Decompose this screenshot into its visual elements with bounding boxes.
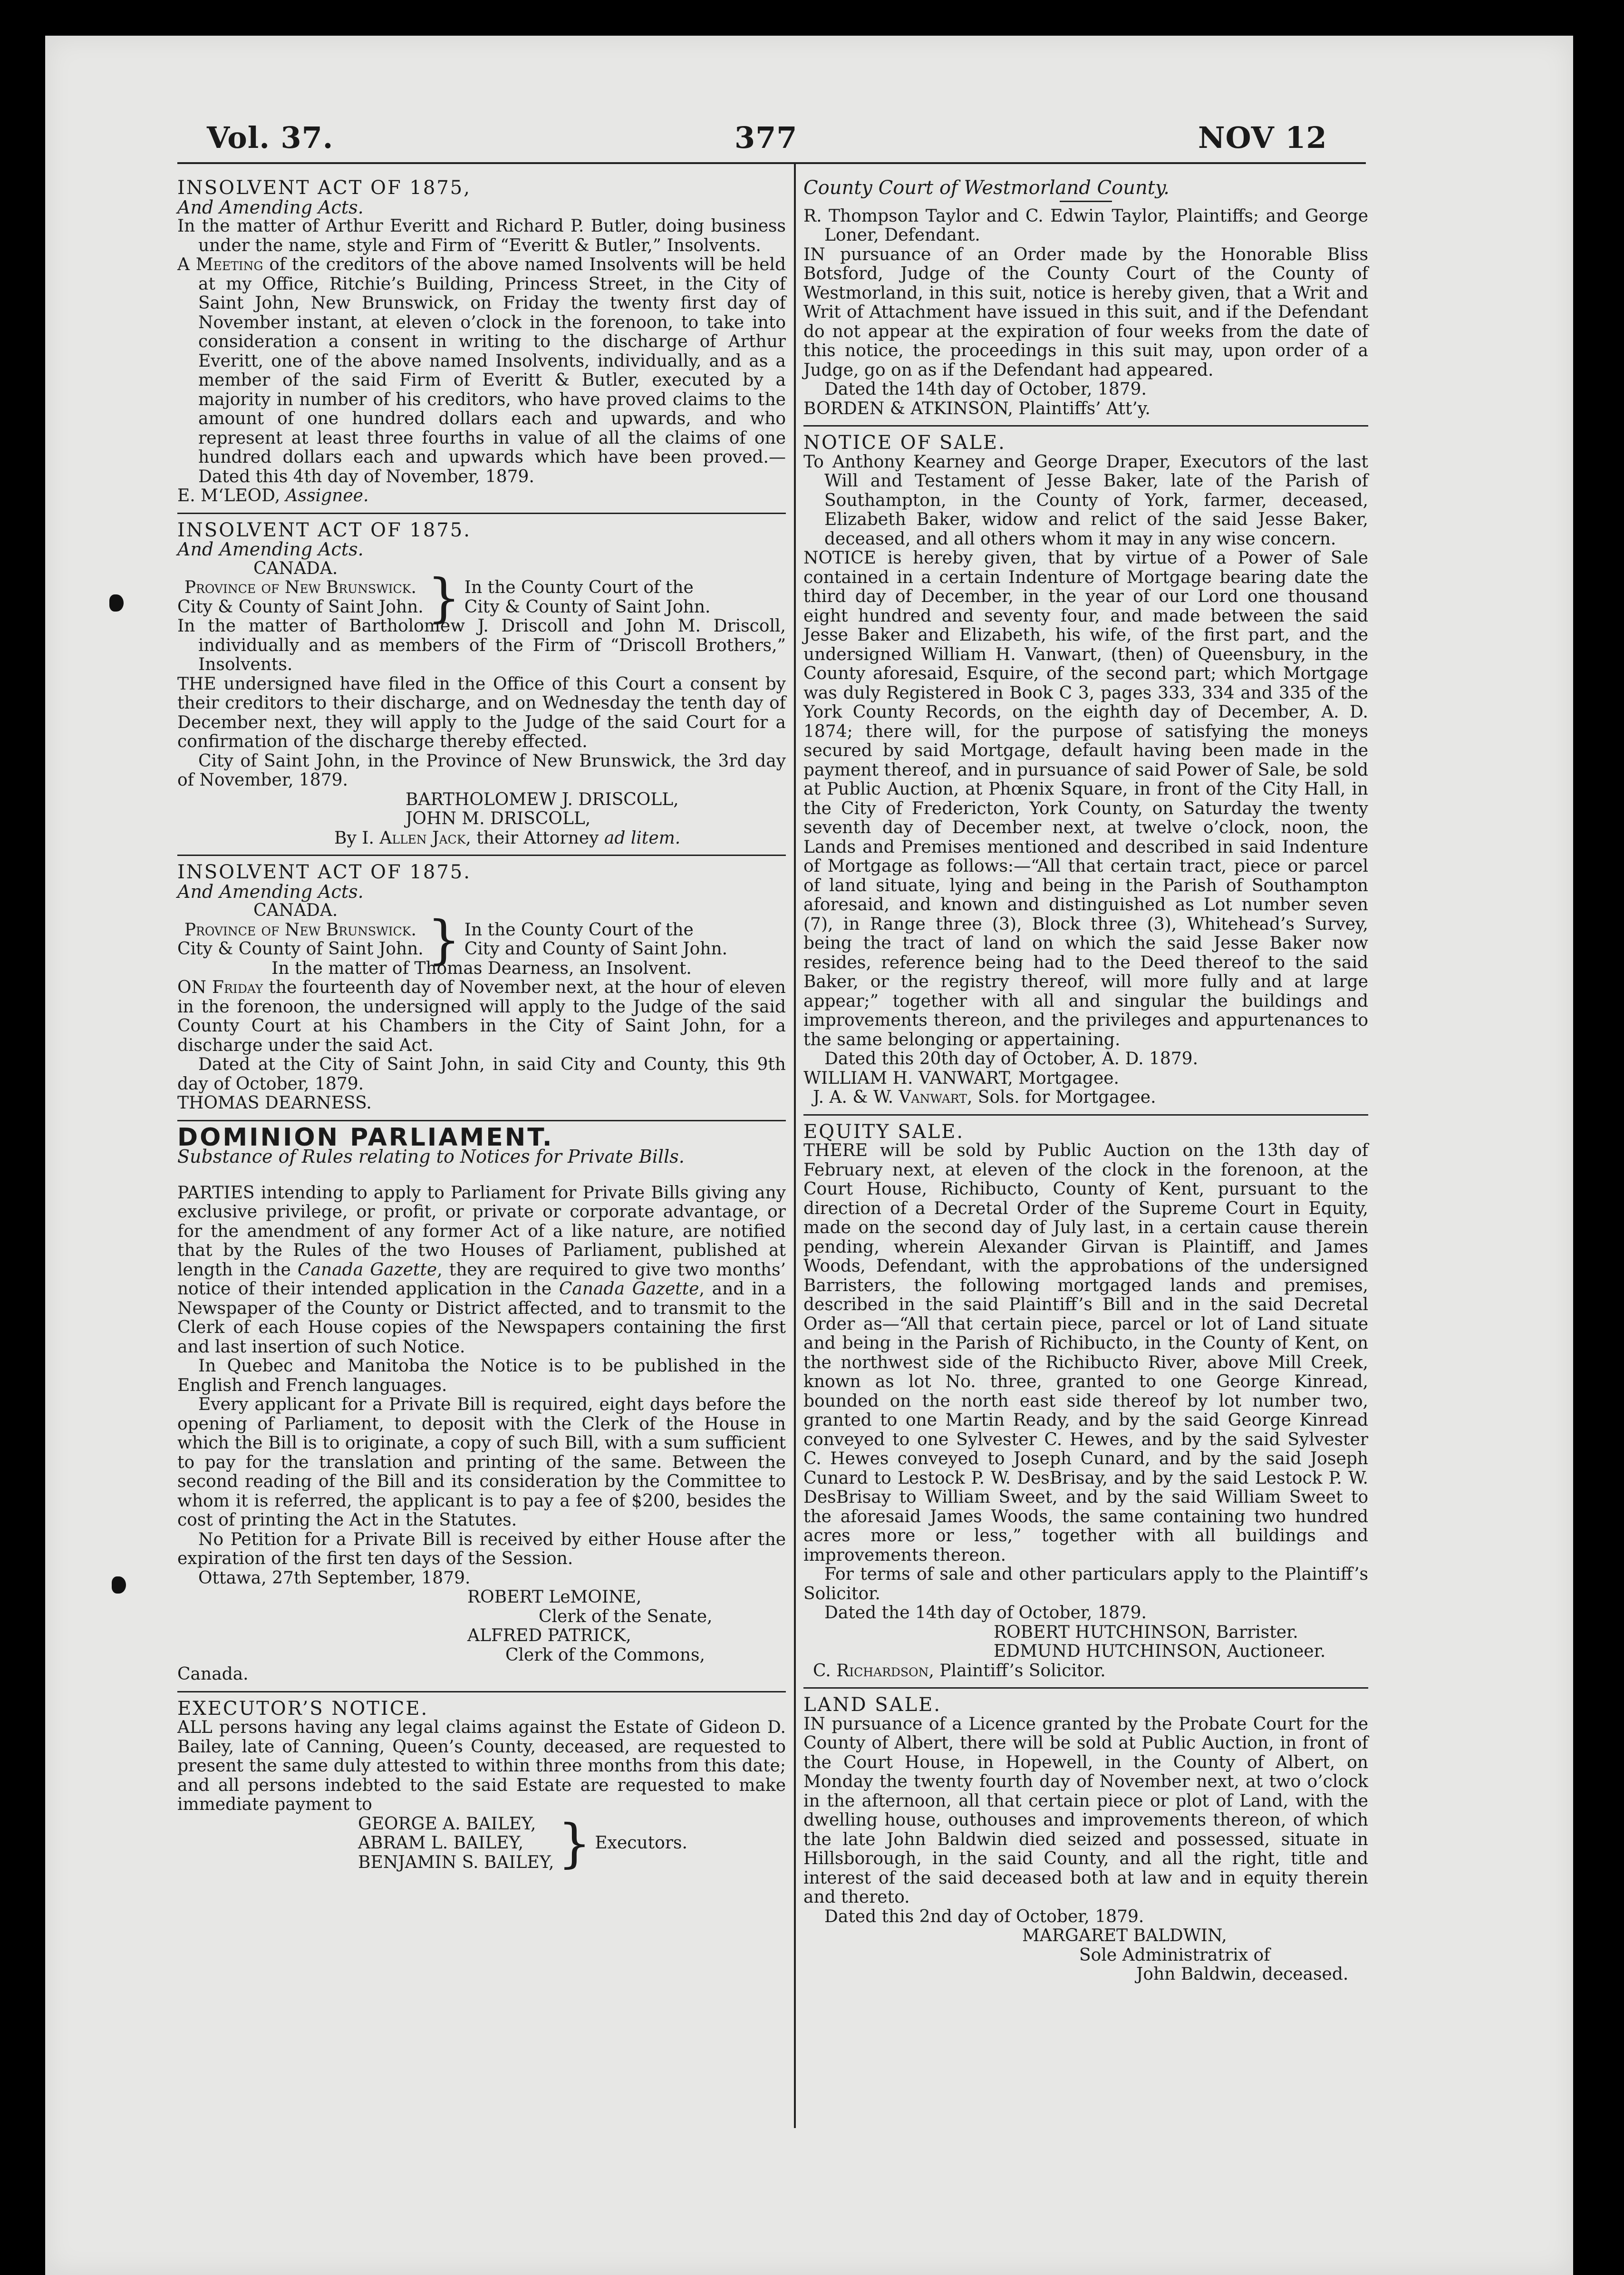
notice-title: EQUITY SALE.	[803, 1120, 965, 1143]
issue-date: NOV 12	[1198, 120, 1327, 155]
notice-dated: Dated the 14th day of October, 1879.	[824, 379, 1147, 399]
notice-dated: City of Saint John, in the Province of New Brunswick, the 3rd day of November, 1879.	[177, 751, 786, 790]
notice-matter: In the matter of Thomas Dearness, an Insolvent.	[271, 958, 692, 978]
divider	[803, 1687, 1368, 1689]
notice-dated: Dated this 2nd day of October, 1879.	[824, 1906, 1144, 1926]
divider	[177, 1691, 786, 1692]
notice-title: LAND SALE.	[803, 1694, 941, 1716]
divider	[177, 513, 786, 514]
paragraph-languages: In Quebec and Manitoba the Notice is to be published in the English and French languages.	[177, 1356, 786, 1395]
notice-body: ON Friday the fourteenth day of November next, at the hour of eleven in the forenoon, the undersigned will apply to the Judge of the said County Court at his Chambers in the City of Saint John, for a discharge under the said Act.	[177, 978, 786, 1055]
paragraph-petition: No Petition for a Private Bill is received by either House after the expiration of the first ten days of the Session.	[177, 1529, 786, 1568]
paragraph-parties: PARTIES intending to apply to Parliament for Private Bills giving any exclusive privilege, or profit, or private or corporate advantage, or for the amendment of any former Act of a like nature, are notified that by the Rules of the two Houses of Parliament, published at length in the Canada Gazette, they are required to give two months’ notice of their intended application in the Canada Gazette, and in a Newspaper of the County or District affected, and to transmit to the Clerk of each House copies of the Newspapers containing the first and last insertion of such Notice.	[177, 1183, 786, 1357]
notice-matter: In the matter of Bartholomew J. Driscoll and John M. Driscoll, individually and as members of the Firm of “Driscoll Brothers,” Insolvents.	[177, 616, 786, 674]
signature-4: Clerk of the Commons,	[505, 1645, 705, 1665]
divider	[177, 1120, 786, 1121]
right-column	[803, 178, 1368, 1984]
dominion-dated: Ottawa, 27th September, 1879.	[198, 1568, 471, 1588]
insolvent-notice-everitt	[177, 178, 786, 506]
court-block: Province of New Brunswick. City & County of Saint John. } In the County Court of the City & County of Saint John.	[177, 567, 711, 628]
notice-terms: For terms of sale and other particulars apply to the Plaintiff’s Solicitor.	[803, 1565, 1368, 1604]
notice-addressees: To Anthony Kearney and George Draper, Executors of the last Will and Testament of Jesse Baker, late of the Parish of Southampton, in the County of York, farmer, deceased, Elizabeth Baker, widow and relict of the said Jesse Baker, deceased, and all others whom it may in any wise concern.	[803, 452, 1368, 549]
signature-2: Sole Administratrix of	[1079, 1945, 1270, 1965]
notice-signature: BORDEN & ATKINSON, Plaintiffs’ Att’y.	[803, 399, 1150, 418]
header-rule-right	[795, 162, 1366, 164]
notice-body: THERE will be sold by Public Auction on the 13th day of February next, at eleven of the clock in the forenoon, at the Court House, Richibucto, County of Kent, pursuant to the direction of a Decretal Order of the Supreme Court in Equity, made on the second day of July last, in a certain cause therein pending, wherein Alexander Girvan is Plaintiff, and James Woods, Defendant, with the approbations of the undersigned Barristers, the following mortgaged lands and premises, described in the said Plaintiff’s Bill and in the said Decretal Order as—“All that certain piece, parcel or lot of Land situate and being in the Parish of Richibucto, in the County of Kent, on the northwest side of the Richibucto River, above Mill Creek, known as lot No. three, granted to one George Kinread, bounded on the north east side thereof by lot number two, granted to one Martin Ready, and by the said George Kinread conveyed to one Sylvester C. Hewes, and by the said Sylvester C. Hewes conveyed to Joseph Cunard, and by the said Joseph Cunard to Lestock P. W. DesBrisay, and by the said Lestock P. W. DesBrisay to William Sweet, and by the said William Sweet to the aforesaid James Woods, the same containing two hundred acres more or less,” together with all buildings and improvements thereon.	[803, 1141, 1368, 1565]
brace: }	[558, 1813, 591, 1874]
notice-body: IN pursuance of an Order made by the Honorable Bliss Botsford, Judge of the County Court of the County of Westmorland, in this suit, notice is hereby given, that a Writ and Writ of Attachment have issued in this suit, and if the Defendant do not appear at the expiration of four weeks from the date of this notice, the proceedings in this suit may, upon order of a Judge, go on as if the Defendant had appeared.	[803, 244, 1368, 380]
brace: }	[427, 909, 461, 970]
signature-1: MARGARET BALDWIN,	[1022, 1926, 1227, 1945]
margin-mark	[112, 1576, 126, 1594]
notice-signature: THOMAS DEARNESS.	[177, 1093, 372, 1113]
signature-5: Canada.	[177, 1664, 249, 1684]
notice-body: A Meeting of the creditors of the above named Insolvents will be held at my Office, Ritchie’s Building, Princess Street, in the City of Saint John, New Brunswick, on Friday the twenty first day of November instant, at eleven o’clock in the forenoon, to take into consideration a consent in writing to the discharge of Arthur Everitt, one of the above named Insolvents, individually, and as a member of the said Firm of Everitt & Butler, executed by a majority in number of his creditors, who have proved claims to the amount of one hundred dollars each and upwards, and who represent at least three fourths in value of all the claims of one hundred dollars each and upwards which have been proved.—Dated this 4th day of November, 1879.	[177, 255, 786, 486]
header-rule-left	[177, 162, 795, 164]
canada-label: CANADA.	[253, 901, 338, 920]
divider	[803, 1114, 1368, 1116]
notice-title: INSOLVENT ACT OF 1875,	[177, 177, 471, 199]
divider	[177, 855, 786, 856]
signature-1: BARTHOLOMEW J. DRISCOLL,	[406, 789, 679, 809]
county-court-notice	[803, 178, 1368, 418]
section-subtitle: Substance of Rules relating to Notices for Private Bills.	[177, 1146, 685, 1167]
attorney-line: By I. Allen Jack, their Attorney ad litem.	[334, 828, 681, 848]
notice-body: NOTICE is hereby given, that by virtue of a Power of Sale contained in a certain Indenture of Mortgage bearing date the third day of December, in the year of our Lord one thousand eight hundred and seventy four, and made between the said Jesse Baker and Elizabeth, his wife, of the first part, and the undersigned William H. Vanwart, (then) of Queensbury, in the County aforesaid, Esquire, of the second part; which Mortgage was duly Registered in Book C 3, pages 333, 334 and 335 of the York County Records, on the eighth day of December, A. D. 1874; there will, for the purpose of satisfying the moneys secured by said Mortgage, default having been made in the payment thereof, and in pursuance of said Power of Sale, be sold at Public Auction, at Phœnix Square, in front of the City Hall, in the City of Fredericton, York County, on Saturday the twenty seventh day of December next, at twelve o’clock, noon, the Lands and Premises mentioned and described in said Indenture of Mortgage as follows:—“All that certain tract, piece or parcel of land situate, lying and being in the Parish of Southampton aforesaid, and known and distinguished as Lot number seven (7), in Range three (3), Block three (3), Whitehead’s Survey, being the tract of land on which the said Jesse Baker now resides, reference being had to the Deed thereof to the said Baker, or the registry thereof, will more fully and at large appear;” together with all and singular the buildings and improvements thereon, and the privileges and appurtenances to the same belonging or appertaining.	[803, 548, 1368, 1050]
notice-dated: Dated this 20th day of October, A. D. 1879.	[824, 1049, 1199, 1069]
notice-dated: Dated at the City of Saint John, in said City and County, this 9th day of October, 1879.	[177, 1055, 786, 1094]
brace: }	[427, 567, 461, 628]
notice-of-sale	[803, 433, 1368, 1108]
left-column	[177, 178, 786, 1872]
margin-mark	[109, 594, 124, 612]
solicitors-line: J. A. & W. Vanwart, Sols. for Mortgagee.	[813, 1088, 1156, 1107]
equity-sale-notice	[803, 1122, 1368, 1681]
divider	[803, 425, 1368, 427]
notice-body: IN pursuance of a Licence granted by the Probate Court for the County of Albert, there will be sold at Public Auction, in front of the Court House, in Hopewell, in the County of Albert, on Monday the twenty fourth day of November next, at two o’clock in the afternoon, all that certain piece or plot of Land, with the dwelling house, outhouses and improvements thereon, of which the late John Baldwin died seized and possessed, situate in Hillsborough, in the said County, and all the right, title and interest of the said deceased both at law and in equity therein and thereto.	[803, 1714, 1368, 1907]
section-heading: DOMINION PARLIAMENT.	[177, 1123, 554, 1152]
notice-title: County Court of Westmorland County.	[803, 177, 1170, 199]
signature-1: ROBERT HUTCHINSON, Barrister.	[994, 1622, 1298, 1642]
insolvent-notice-dearness	[177, 863, 786, 1113]
notice-parties: R. Thompson Taylor and C. Edwin Taylor, Plaintiffs; and George Loner, Defendant.	[803, 206, 1368, 245]
solicitor-line: C. Richardson, Plaintiff’s Solicitor.	[813, 1661, 1106, 1681]
notice-title: EXECUTOR’S NOTICE.	[177, 1697, 429, 1720]
signature-2: Clerk of the Senate,	[539, 1606, 713, 1626]
executors-notice	[177, 1699, 786, 1873]
notice-subtitle: And Amending Acts.	[177, 881, 364, 902]
notice-subtitle: And Amending Acts.	[177, 196, 364, 218]
paragraph-applicant: Every applicant for a Private Bill is required, eight days before the opening of Parliament, to deposit with the Clerk of the House in which the Bill is to originate, a copy of such Bill, with a sum sufficient to pay for the translation and printing of the same. Between the second reading of the Bill and its consideration by the Committee to whom it is referred, the applicant is to pay a fee of $200, besides the cost of printing the Act in the Statutes.	[177, 1395, 786, 1530]
signature-3: ALFRED PATRICK,	[467, 1626, 631, 1645]
executors-block: GEORGE A. BAILEY, ABRAM L. BAILEY, BENJAMIN S. BAILEY, } Executors.	[358, 1813, 687, 1874]
page-number: 377	[735, 120, 798, 155]
signature-1: ROBERT LeMOINE,	[467, 1587, 642, 1607]
notice-dated: Dated the 14th day of October, 1879.	[824, 1603, 1147, 1623]
court-block: Province of New Brunswick. City & County of Saint John. } In the County Court of the City and County of Saint John.	[177, 909, 728, 970]
newspaper-page	[45, 36, 1573, 2275]
notice-title: NOTICE OF SALE.	[803, 432, 1006, 454]
dominion-parliament-notice	[177, 1123, 786, 1684]
canada-label: CANADA.	[253, 558, 338, 578]
notice-title: INSOLVENT ACT OF 1875.	[177, 519, 471, 541]
notice-title: INSOLVENT ACT OF 1875.	[177, 861, 471, 883]
signature-2: EDMUND HUTCHINSON, Auctioneer.	[994, 1642, 1326, 1661]
insolvent-notice-driscoll	[177, 521, 786, 848]
signature-3: John Baldwin, deceased.	[1136, 1964, 1349, 1984]
notice-body: THE undersigned have filed in the Office of this Court a consent by their creditors to their discharge, and on Wednesday the tenth day of December next, they will apply to the Judge of the said Court for a confirmation of the discharge thereby effected.	[177, 674, 786, 751]
column-divider	[794, 164, 796, 2128]
notice-matter: In the matter of Arthur Everitt and Richard P. Butler, doing business under the name, style and Firm of “Everitt & Butler,” Insolvents.	[177, 216, 786, 255]
notice-body: ALL persons having any legal claims against the Estate of Gideon D. Bailey, late of Canning, Queen’s County, deceased, are requested to present the same duly attested to within three months from this date; and all persons indebted to the said Estate are requested to make immediate payment to	[177, 1718, 786, 1814]
volume-number: Vol. 37.	[207, 120, 334, 155]
notice-signature: WILLIAM H. VANWART, Mortgagee.	[803, 1068, 1119, 1088]
signature-2: JOHN M. DRISCOLL,	[406, 809, 591, 828]
short-rule	[1060, 201, 1112, 202]
notice-signature: E. M‘LEOD, Assignee.	[177, 486, 369, 506]
notice-subtitle: And Amending Acts.	[177, 539, 364, 560]
land-sale-notice	[803, 1695, 1368, 1984]
